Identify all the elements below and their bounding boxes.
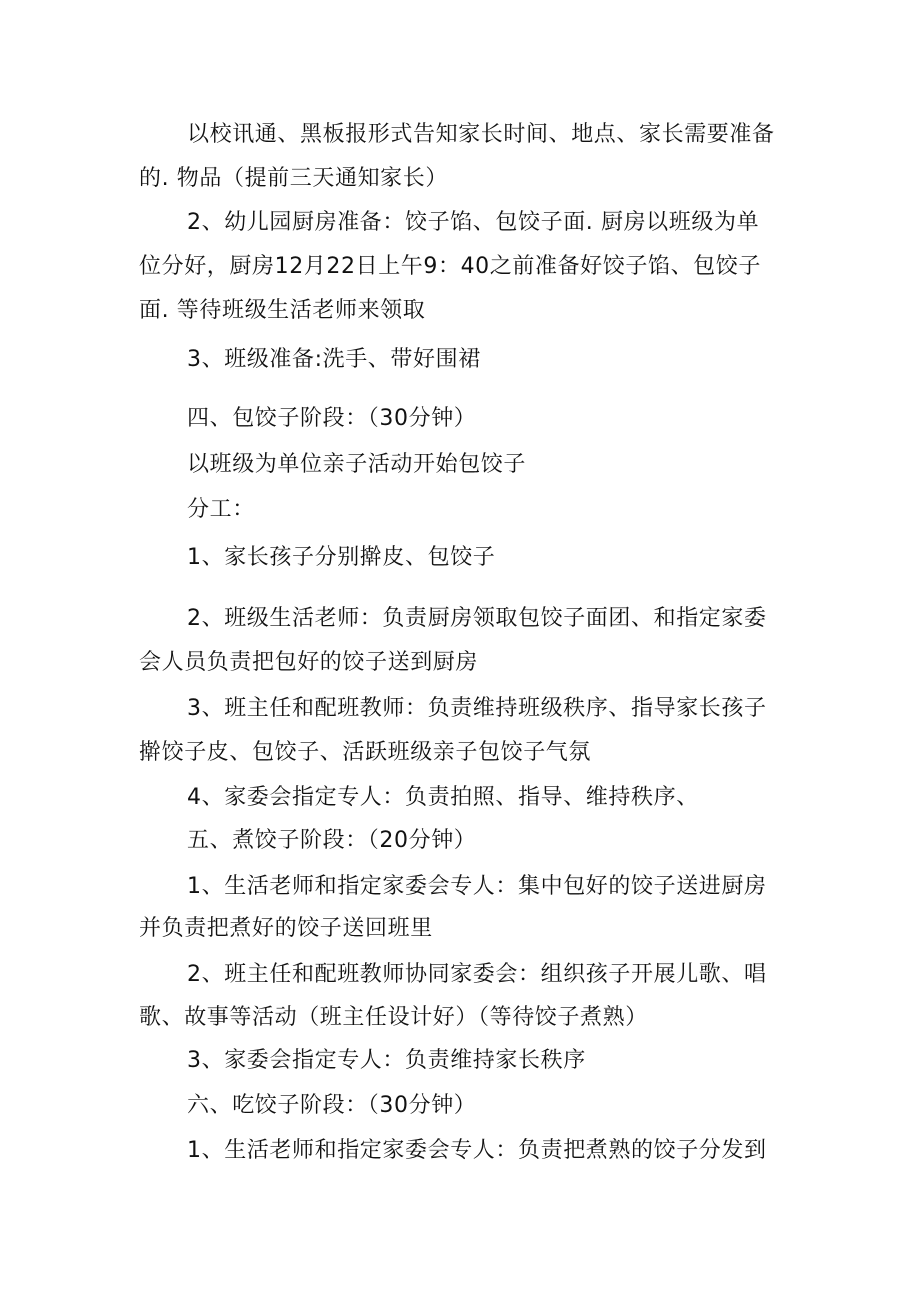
text-line: 3、班主任和配班教师：负责维持班级秩序、指导家长孩子 — [187, 696, 767, 721]
text-line: 的. 物品（提前三天通知家长） — [139, 166, 448, 191]
text-line: 2、班主任和配班教师协同家委会：组织孩子开展儿歌、唱 — [187, 962, 767, 987]
text-line: 以班级为单位亲子活动开始包饺子 — [187, 452, 527, 477]
text-line: 分工： — [187, 497, 255, 522]
text-line: 2、幼儿园厨房准备：饺子馅、包饺子面. 厨房以班级为单 — [187, 210, 760, 235]
text-line: 歌、故事等活动（班主任设计好）（等待饺子煮熟） — [139, 1005, 648, 1030]
text-line: 擀饺子皮、包饺子、活跃班级亲子包饺子气氛 — [139, 740, 592, 765]
section-heading: 四、包饺子阶段：（30分钟） — [187, 406, 477, 431]
section-heading: 六、吃饺子阶段：（30分钟） — [187, 1093, 477, 1118]
text-line: 并负责把煮好的饺子送回班里 — [139, 916, 433, 941]
text-line: 1、生活老师和指定家委会专人：负责把煮熟的饺子分发到 — [187, 1138, 767, 1163]
text-line: 1、生活老师和指定家委会专人：集中包好的饺子送进厨房 — [187, 874, 767, 899]
text-line: 1、家长孩子分别擀皮、包饺子 — [187, 545, 496, 570]
section-heading: 五、煮饺子阶段：（20分钟） — [187, 828, 477, 853]
text-line: 2、班级生活老师：负责厨房领取包饺子面团、和指定家委 — [187, 606, 767, 631]
text-line: 3、班级准备:洗手、带好围裙 — [187, 347, 481, 372]
text-line: 3、家委会指定专人：负责维持家长秩序 — [187, 1048, 586, 1073]
text-line: 4、家委会指定专人：负责拍照、指导、维持秩序、 — [187, 785, 699, 810]
text-line: 面. 等待班级生活老师来领取 — [139, 298, 426, 323]
text-line: 位分好，厨房12月22日上午9：40之前准备好饺子馅、包饺子 — [139, 254, 761, 279]
text-line: 会人员负责把包好的饺子送到厨房 — [139, 650, 479, 675]
text-line: 以校讯通、黑板报形式告知家长时间、地点、家长需要准备 — [187, 122, 775, 147]
